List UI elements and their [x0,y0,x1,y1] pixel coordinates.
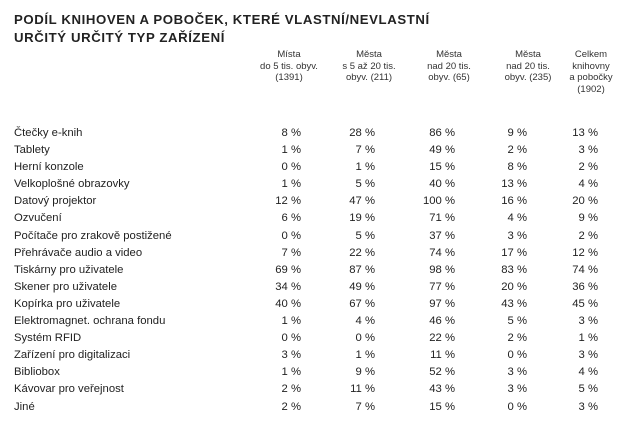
column-header-towns-over-20k-65: Města nad 20 tis. obyv. (65) [427,49,471,84]
cell-value: 9 % [355,366,375,379]
row-label: Počítače pro zrakově postižené [14,229,172,242]
cell-value: 0 % [281,332,301,345]
cell-value: 3 % [578,144,598,157]
cell-value: 0 % [355,332,375,345]
cell-value: 37 % [429,229,455,242]
cell-value: 0 % [281,161,301,174]
cell-value: 19 % [349,212,375,225]
cell-value: 1 % [281,144,301,157]
cell-value: 43 % [501,297,527,310]
cell-value: 5 % [507,315,527,328]
cell-value: 4 % [578,178,598,191]
cell-value: 8 % [281,127,301,139]
cell-value: 3 % [578,400,598,413]
row-label: Skener pro uživatele [14,280,117,293]
table-row [0,347,640,364]
cell-value: 2 % [507,332,527,345]
cell-value: 20 % [572,195,598,208]
column-header-total: Celkem knihovny a pobočky (1902) [569,49,613,95]
cell-value: 9 % [507,127,527,139]
cell-value: 0 % [507,400,527,413]
cell-value: 34 % [275,280,301,293]
table-row [0,159,640,176]
cell-value: 7 % [281,246,301,259]
cell-value: 9 % [578,212,598,225]
cell-value: 43 % [429,383,455,396]
cell-value: 15 % [429,161,455,174]
row-label: Přehrávače audio a video [14,246,143,259]
cell-value: 28 % [349,127,375,139]
row-label: Čtečky e-knih [14,127,83,139]
cell-value: 11 % [430,349,455,362]
cell-value: 17 % [501,246,527,259]
cell-value: 4 % [578,366,598,379]
table-row [0,142,640,159]
table-row [0,228,640,245]
row-label: Herní konzole [14,161,84,174]
cell-value: 1 % [281,366,301,379]
cell-value: 6 % [281,212,301,225]
table-row [0,245,640,262]
cell-value: 49 % [429,144,455,157]
cell-value: 22 % [349,246,375,259]
cell-value: 2 % [281,400,301,413]
cell-value: 87 % [349,263,375,276]
cell-value: 15 % [429,400,455,413]
cell-value: 4 % [355,315,375,328]
cell-value: 69 % [275,263,301,276]
cell-value: 86 % [429,127,455,139]
cell-value: 45 % [572,297,598,310]
table-row [0,210,640,227]
cell-value: 2 % [578,161,598,174]
cell-value: 74 % [429,246,455,259]
table-row [0,279,640,296]
column-header-places-under-5k: Místa do 5 tis. obyv. (1391) [260,49,318,84]
cell-value: 3 % [507,229,527,242]
cell-value: 7 % [355,400,375,413]
cell-value: 11 % [350,383,375,396]
table-row [0,381,640,398]
cell-value: 13 % [501,178,527,191]
table-row [0,364,640,381]
row-label: Tiskárny pro uživatele [14,263,124,276]
cell-value: 1 % [578,332,598,345]
cell-value: 4 % [507,212,527,225]
cell-value: 40 % [429,178,455,191]
row-label: Systém RFID [14,332,82,345]
cell-value: 7 % [355,144,375,157]
table-row [0,176,640,193]
column-header-towns-over-20k-235: Města nad 20 tis. obyv. (235) [504,49,552,84]
cell-value: 40 % [275,297,301,310]
cell-value: 0 % [281,229,301,242]
column-header-towns-5k-20k: Města s 5 až 20 tis. obyv. (211) [342,49,396,84]
cell-value: 36 % [572,280,598,293]
cell-value: 2 % [281,383,301,396]
row-label: Zařízení pro digitalizaci [14,349,131,362]
row-label: Kopírka pro uživatele [14,297,121,310]
cell-value: 1 % [355,161,375,174]
cell-value: 22 % [429,332,455,345]
table-row [0,330,640,347]
cell-value: 1 % [281,315,301,328]
cell-value: 100 % [422,195,455,208]
cell-value: 47 % [349,195,375,208]
cell-value: 3 % [281,349,301,362]
table-row [0,313,640,330]
row-label: Tablety [14,144,50,157]
cell-value: 2 % [578,229,598,242]
cell-value: 3 % [507,383,527,396]
cell-value: 71 % [429,212,455,225]
cell-value: 1 % [281,178,301,191]
cell-value: 77 % [429,280,455,293]
cell-value: 12 % [275,195,301,208]
cell-value: 5 % [578,383,598,396]
table-row [0,262,640,279]
cell-value: 74 % [572,263,598,276]
table-row [0,296,640,313]
cell-value: 13 % [572,127,598,139]
cell-value: 16 % [501,195,527,208]
cell-value: 98 % [429,263,455,276]
row-label: Kávovar pro veřejnost [14,383,124,396]
table-row [0,399,640,416]
cell-value: 49 % [349,280,375,293]
cell-value: 8 % [507,161,527,174]
cell-value: 5 % [355,178,375,191]
row-label: Bibliobox [14,366,60,379]
cell-value: 3 % [507,366,527,379]
cell-value: 97 % [429,297,455,310]
table-title: PODÍL KNIHOVEN A POBOČEK, KTERÉ VLASTNÍ/NEVLASTNÍ URČITÝ URČITÝ TYP ZAŘÍZENÍ [14,12,430,45]
cell-value: 12 % [572,246,598,259]
table-row [0,125,640,142]
row-label: Velkoplošné obrazovky [14,178,130,191]
cell-value: 5 % [355,229,375,242]
row-label: Ozvučení [14,212,62,225]
row-label: Elektromagnet. ochrana fondu [14,315,166,328]
cell-value: 3 % [578,349,598,362]
table-body [0,125,640,416]
cell-value: 52 % [429,366,455,379]
cell-value: 83 % [501,263,527,276]
cell-value: 67 % [349,297,375,310]
cell-value: 46 % [429,315,455,328]
cell-value: 2 % [507,144,527,157]
cell-value: 0 % [507,349,527,362]
cell-value: 1 % [355,349,375,362]
row-label: Datový projektor [14,195,97,208]
table-row [0,193,640,210]
cell-value: 20 % [501,280,527,293]
cell-value: 3 % [578,315,598,328]
row-label: Jiné [14,400,35,413]
